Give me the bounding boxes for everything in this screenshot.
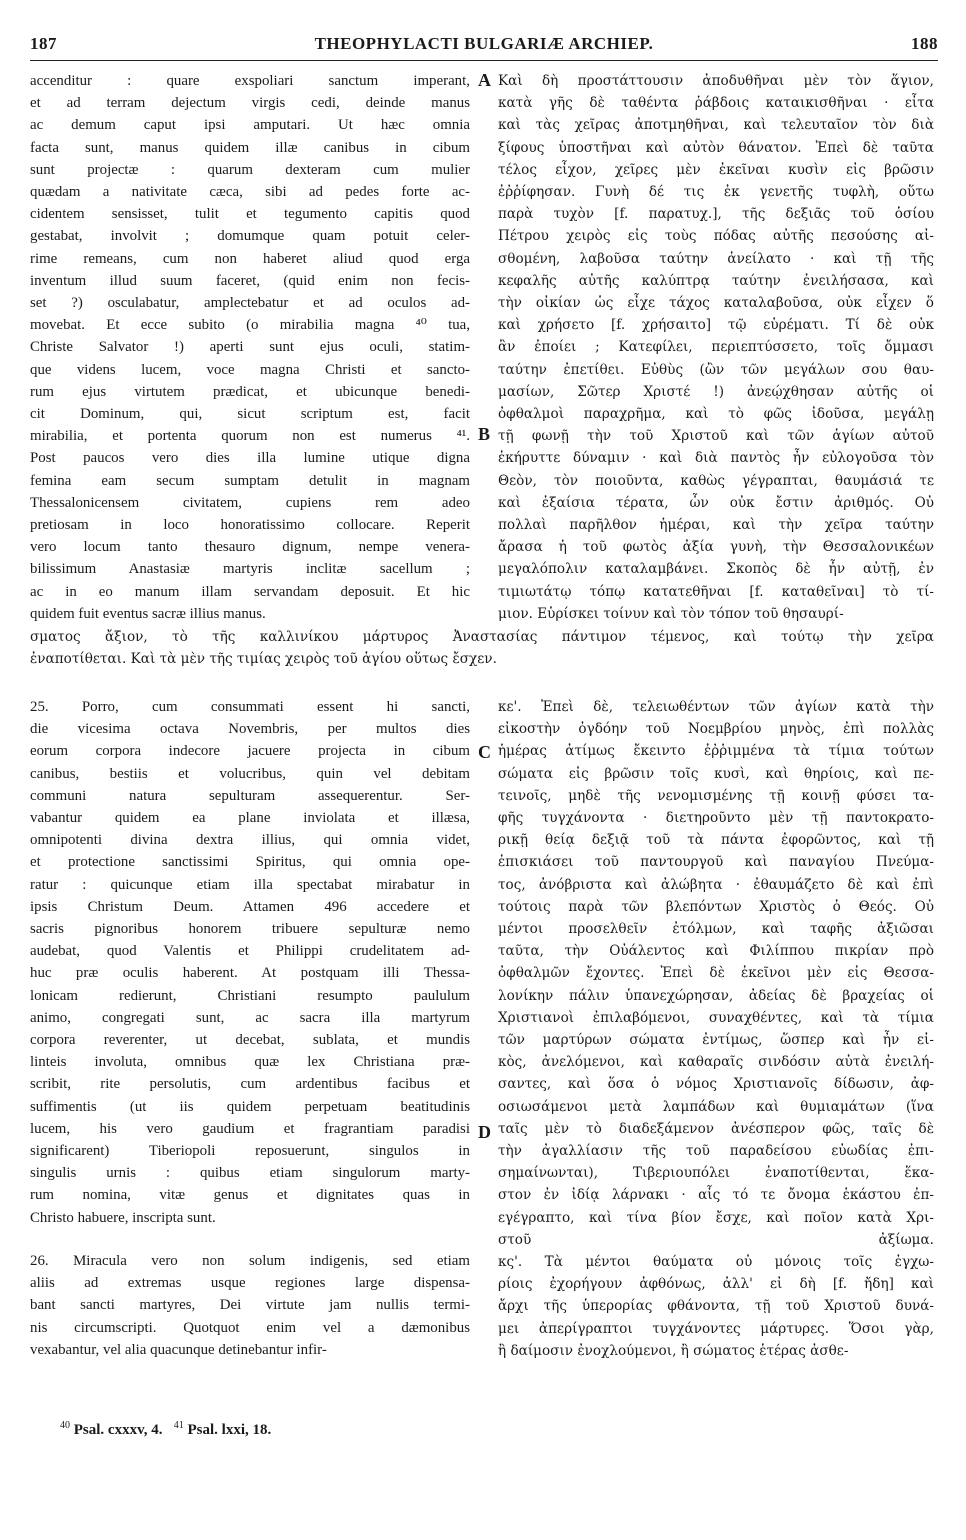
latin-text-line: accenditur : quare exspoliari sanctum imperant,	[30, 73, 470, 89]
greek-text-line: μεγαλόπολιν καταλαμβάνει. Σκοπὸς δὲ ἦν αὐτῇ, ἐν	[498, 561, 934, 578]
greek-column-bottom	[498, 696, 934, 1362]
running-header	[30, 34, 938, 58]
header-rule	[30, 60, 938, 61]
greek-text-line: λονίκην πάλιν ὑπανεχώρησαν, ἀδείας δὲ βραχείας οἱ	[498, 987, 934, 1004]
latin-text-line: set ?) osculabatur, amplectebatur et ad oculos ad-	[30, 295, 470, 312]
greek-text-line: ταῖς μὲν τὸ διαδεξάμενον ἀνέσπερον φῶς, ταῖς δὲ	[498, 1120, 934, 1137]
latin-text-line: ipsis Christum Deum. Attamen 496 accedere et	[30, 898, 470, 915]
greek-text-line: μει ἀπερίγραπτοι τυγχάνοντες μάρτυρες. Ὅσοι γὰρ,	[498, 1320, 934, 1337]
latin-text-line: rime remeans, cum non haberet aliud quod erga	[30, 250, 470, 267]
greek-text-line: μασίων, Σῶτερ Χριστέ !) ἀνεῴχθησαν αὐτῆς οἱ	[498, 383, 934, 400]
latin-column-section-25	[30, 696, 470, 1229]
greek-text-line: εἰκοστὴν ὀγδόην τοῦ Νοεμβρίου μηνὸς, ἐπὶ πολλὰς	[498, 721, 934, 738]
greek-text-line: τῶν μαρτύρων σώματα ἐντίμως, ὥσπερ καὶ ἦν εἰ-	[498, 1032, 934, 1049]
greek-text-line: τιμιωτάτῳ τόπῳ κατατεθῆναι [f. καταθεῖναι] τὸ τί-	[498, 583, 934, 600]
latin-text-line: movebat. Et ecce subito (o mirabilia magna ⁴⁰ tua,	[30, 317, 470, 334]
latin-text-line: cit Dominum, qui, sicut scriptum est, facit	[30, 406, 470, 423]
latin-text-line: ac in eo manum illam servandam deposuit. Et hic	[30, 583, 470, 600]
page-number-right: 188	[911, 34, 938, 53]
greek-text-line: ἐῤῥίφησαν. Γυνὴ δέ τις ἐκ γενετῆς τυφλὴ, οὕτω	[498, 184, 934, 201]
greek-text-line: ταῦτα, τὴν Οὐάλεντος καὶ Φιλίππου πικρίαν πρὸ	[498, 943, 934, 960]
latin-text-line: singulis urnis : quibus etiam singulorum marty-	[30, 1165, 470, 1182]
latin-column-top	[30, 70, 470, 625]
latin-text-line: femina eam secum sumptam detulit in magnam	[30, 472, 470, 489]
greek-text-line: τὴν οἰκίαν ὡς εἶχε τάχος καταλαβοῦσα, οὐκ εἶχεν ὅ	[498, 295, 934, 312]
greek-text-line: κεφαλῆς αὐτῆς καλύπτρᾳ ταύτην ἐνειλήσασα, καὶ	[498, 272, 934, 289]
greek-text-line: τέλος εἶχον, χεῖρες μὲν ἐκεῖναι κυσὶν εἰς βρῶσιν	[498, 161, 934, 178]
greek-text-line: ἄρχι τῆς ὑπερορίας φθάνοντα, τῇ τοῦ Χριστοῦ δυνά-	[498, 1298, 934, 1315]
greek-text-line: σθομένη, λαβοῦσα ταύτην ἀνείλατο · καὶ τῇ τῆς	[498, 250, 934, 267]
latin-text-line: bilissimum Anastasiæ martyris inclitæ sacellum ;	[30, 561, 470, 578]
section-marker-a: A	[478, 70, 491, 90]
greek-text-line: ἐπισκιάσει τοῦ παντουργοῦ καὶ παναγίου Πνεύμα-	[498, 854, 934, 871]
latin-text-line: quædam a nativitate cæca, sibi ad pedes forte ac-	[30, 184, 470, 201]
latin-text-line: die vicesima octava Novembris, per multos dies	[30, 721, 470, 738]
latin-text-line: huc præ oculis haberent. At postquam illi Thessa-	[30, 965, 470, 982]
greek-text-line: κε'. Ἐπεὶ δὲ, τελειωθέντων τῶν ἁγίων κατὰ τὴν	[498, 699, 934, 715]
greek-text-line: ὀφθαλμῶν ἔχοντες. Ἐπεὶ δὲ ἐκεῖνοι μὲν εἰς Θεσσα-	[498, 965, 934, 982]
latin-text-line: gestabat, involvit ; domumque quam potuit celer-	[30, 228, 470, 245]
greek-text-line: τῇ φωνῇ τὴν τοῦ Χριστοῦ καὶ τῶν ἁγίων αὐτοῦ	[498, 428, 934, 445]
latin-text-line: sunt projectæ : quarum dexteram cum mulier	[30, 161, 470, 178]
latin-text-line: Thessalonicensem civitatem, cupiens rem adeo	[30, 494, 470, 511]
greek-text-line: ταύτην ἐπετίθει. Εὐθὺς (ὢν τῶν μεγάλων σου θαυ-	[498, 361, 934, 378]
latin-text-line: ac demum caput ipsi amputari. Ut hæc omnia	[30, 117, 470, 134]
greek-text-line: Καὶ δὴ προστάττουσιν ἀποδυθῆναι μὲν τὸν ἅγιον,	[498, 73, 934, 89]
latin-text-line: lonicam redierunt, Christiani resumpto paululum	[30, 987, 470, 1004]
latin-text-line: eorum corpora indecore jacuere projecta in cibum	[30, 743, 470, 760]
latin-text-line: sacris pignoribus honorem tribuere sepulturæ nemo	[30, 921, 470, 938]
greek-full-width-lines	[30, 626, 934, 670]
latin-text-line: inventum illud suum faceret, (quid enim non fecis-	[30, 272, 470, 289]
greek-text-line: ἡμέρας ἀτίμως ἔκειντο ἐῤῥιμμένα τὰ τίμια τούτων	[498, 743, 934, 760]
latin-text-line: canibus, bestiis et volucribus, quin vel debitam	[30, 765, 470, 782]
latin-text-line: corpora reverenter, ut decebat, sublata, et mundis	[30, 1032, 470, 1049]
footnote-41: Psal. lxxi, 18.	[187, 1422, 272, 1438]
latin-text-line: rum ejus virtutem prædicat, et ubicunque benedi-	[30, 383, 470, 400]
latin-text-line: significarent) Tiberiopoli reposuerunt, singulos in	[30, 1143, 470, 1160]
latin-text-line: pretiosam in loco honoratissimo collocare. Reperit	[30, 517, 470, 534]
latin-text-line: animo, congregati sunt, ac sacra illa martyrum	[30, 1009, 470, 1026]
latin-text-line: que videns lucem, voce magna Christi et sancto-	[30, 361, 470, 378]
greek-text-line: φῆς τυγχάνοντα · διετηροῦντο μὲν τῇ παντοκρατο-	[498, 810, 934, 827]
greek-text-line: ἄρασα ἡ τοῦ φωτὸς ἀξία γυνὴ, τὴν Θεσσαλονικέων	[498, 539, 934, 556]
greek-text-line: σαντες, καὶ ὅσα ὁ νόμος Χριστιανοῖς δίδωσιν, ἀφ-	[498, 1076, 934, 1093]
footnotes	[60, 1420, 271, 1439]
greek-text-line: ἐκήρυττε δύναμιν · καὶ διὰ παντὸς ἦν εὐλογοῦσα τὸν	[498, 450, 934, 467]
running-title: THEOPHYLACTI BULGARIÆ ARCHIEP.	[314, 34, 654, 53]
latin-text-line: communi natura sepulturam assequerentur. Ser-	[30, 787, 470, 804]
latin-text-line: Christe Salvator !) aperti sunt ejus oculi, statim-	[30, 339, 470, 356]
greek-text-line: σώματα εἰς βρῶσιν τοῖς κυσὶ, καὶ θηρίοις, καὶ πε-	[498, 765, 934, 782]
greek-text-line: ἢ δαίμοσιν ἐνοχλούμενοι, ἢ σώματος ἑτέρας ἀσθε-	[498, 1342, 849, 1359]
greek-text-line: τούτοις παρὰ τῶν βλεπόντων Χριστὸς ὁ Θεός. Οὐ	[498, 898, 934, 915]
greek-text-line: ξίφους ὑποστῆναι καὶ αὐτὸν θάνατον. Ἐπεὶ δὲ ταῦτα	[498, 139, 934, 156]
latin-text-line: suffimentis (ut iis quidem perpetuam beatitudinis	[30, 1098, 470, 1115]
greek-text-line: κὸς, ἀνελόμενοι, καὶ καθαραῖς σινδόσιν αὐτὰ ἐνειλή-	[498, 1054, 934, 1071]
greek-text-line: καὶ χρήσετο [f. χρήσαιτο] τῷ εὑρέματι. Τί δὲ οὐκ	[498, 317, 934, 334]
greek-text-line: ἂν ἐποίει ; Κατεφίλει, περιεπτύσσετο, τοῖς ὄμμασι	[498, 339, 934, 356]
latin-text-line: 25. Porro, cum consummati essent hi sancti,	[30, 699, 470, 715]
latin-text-line: rum nomina, vitæ genus et dignitates quas in	[30, 1187, 470, 1204]
latin-text-line: nis circumscripti. Quotquot enim vel a dæmonibus	[30, 1319, 470, 1336]
greek-text-line: ὀφθαλμοὶ παραχρῆμα, καὶ τὸ φῶς ἰδοῦσα, μεγάλῃ	[498, 406, 934, 423]
latin-text-line: et protectione sanctissimi Spiritus, qui omnia ope-	[30, 854, 470, 871]
latin-text-line: audebat, quod Valentis et Philippi crudelitatem ad-	[30, 943, 470, 960]
latin-text-line: bant sancti martyres, Dei virtute jam nullis termi-	[30, 1297, 470, 1314]
greek-text-line: ἐναποτίθεται. Καὶ τὰ μὲν τῆς τιμίας χειρὸς τοῦ ἁγίου οὕτως ἔσχεν.	[30, 651, 497, 667]
latin-text-line: vexabantur, vel alia quacunque detinebantur infir-	[30, 1341, 327, 1358]
greek-text-line: εγέγραπτο, καὶ τίνα βίον ἔσχε, καὶ ποῖον κατὰ Χρι-	[498, 1209, 934, 1226]
section-marker-b: B	[478, 424, 491, 444]
greek-text-line: σημαίνωνται), Τιβεριουπόλει ἐναποτίθενται, ἕκα-	[498, 1165, 934, 1182]
greek-text-line: παρὰ τυχὸν [f. παρατυχ.], τῆς δεξιᾶς τοῦ ὁσίου	[498, 206, 934, 223]
latin-text-line: vabantur quidem ea plane inviolata et illæsa,	[30, 810, 470, 827]
greek-text-line: τὴν ἀγαλλίασιν τῆς τοῦ παραδείσου εὐωδίας ἐπι-	[498, 1143, 934, 1160]
greek-text-line: στοῦ ἀξίωμα.	[498, 1231, 934, 1248]
latin-text-line: cidentem sensisset, tulit et tegumento capitis quod	[30, 206, 470, 223]
greek-text-line: Χριστιανοὶ ἐπιλαβόμενοι, συναχθέντες, καὶ τὰ τίμια	[498, 1009, 934, 1026]
latin-text-line: mirabilia, et portenta quorum non est numerus ⁴¹.	[30, 428, 470, 445]
latin-text-line: facta sunt, manus quidem illæ canibus in cibum	[30, 139, 470, 156]
section-marker-d: D	[478, 1122, 491, 1142]
latin-text-line: Christo habuere, inscripta sunt.	[30, 1209, 216, 1226]
latin-text-line: Post paucos vero dies illa lumine utique digna	[30, 450, 470, 467]
latin-text-line: ratur : quicunque etiam illa spectabat mirabatur in	[30, 876, 470, 893]
greek-text-line: καὶ τὰς χεῖρας ἀποτμηθῆναι, καὶ τελευταῖον τὸν διὰ	[498, 117, 934, 134]
greek-column-top	[498, 70, 934, 625]
greek-text-line: μέντοι προσελθεῖν ἐτόλμων, καὶ ταφῆς ἀξιῶσαι	[498, 921, 934, 938]
latin-text-line: quidem fuit eventus sacræ illius manus.	[30, 605, 266, 622]
latin-column-section-26	[30, 1250, 470, 1361]
latin-text-line: omnipotenti divina dextra illius, qui omnia videt,	[30, 832, 470, 849]
greek-text-line: σματος ἄξιον, τὸ τῆς καλλινίκου μάρτυρος Ἀναστασίας πάντιμον τέμενος, καὶ τούτῳ τὴν χεῖρα	[30, 629, 934, 645]
latin-text-line: scribit, rite persolutis, cum ardentibus facibus et	[30, 1076, 470, 1093]
greek-text-line: κατὰ γῆς δὲ ταθέντα ῥάβδοις καταικισθῆναι · εἶτα	[498, 95, 934, 112]
greek-text-line: τος, ἀνόβριστα καὶ ἀλώβητα · ἐθαυμάζετο δὲ καὶ ἐπὶ	[498, 876, 934, 893]
latin-text-line: aliis ad extremas usque regiones large dispensa-	[30, 1275, 470, 1292]
greek-text-line: τεινοῖς, μηδὲ τῆς νενομισμένης τῇ κοινῇ φύσει τα-	[498, 787, 934, 804]
greek-text-line: ρίοις ἐχορήγουν ἀφθόνως, ἀλλ' εἰ δὴ [f. ἤδη] καὶ	[498, 1276, 934, 1293]
greek-text-line: πολλαὶ παρῆλθον ἡμέραι, καὶ τὴν χεῖρα ταύτην	[498, 517, 934, 534]
footnote-40-number: 40	[60, 1420, 70, 1431]
greek-text-line: κς'. Τὰ μέντοι θαύματα οὐ μόνοις τοῖς ἐγχω-	[498, 1254, 934, 1271]
latin-text-line: et ad terram dejectum virgis cedi, deinde manus	[30, 95, 470, 112]
greek-text-line: στον ἐν ἰδίᾳ λάρνακι · αἷς τό τε ὄνομα ἑκάστου ἐπ-	[498, 1187, 934, 1204]
footnote-41-number: 41	[173, 1420, 184, 1431]
greek-text-line: καὶ ἐξαίσια τέρατα, ὧν οὐκ ἔστιν ἀριθμός. Οὐ	[498, 494, 934, 511]
latin-text-line: lucem, his vero gaudium et fragrantiam paradisi	[30, 1120, 470, 1137]
latin-text-line: vero locum tanto thesauro dignum, nempe venera-	[30, 539, 470, 556]
greek-text-line: Θεὸν, τὸν ποιοῦντα, καθὼς γέγραπται, θαυμάσιά τε	[498, 472, 934, 489]
footnote-40: Psal. cxxxv, 4.	[73, 1422, 163, 1438]
greek-text-line: οσιωσάμενοι μετὰ λαμπάδων καὶ θυμιαμάτων (ἵνα	[498, 1098, 934, 1115]
latin-text-line: 26. Miracula vero non solum indigenis, sed etiam	[30, 1253, 470, 1269]
section-marker-c: C	[478, 742, 491, 762]
greek-text-line: Πέτρου χειρὸς εἰς τοὺς πόδας αὐτῆς πεσούσης αἰ-	[498, 228, 934, 245]
greek-text-line: ρικῇ θείᾳ δεξιᾷ τοῦ τὰ πάντα ἐφορῶντος, καὶ τῇ	[498, 832, 934, 849]
latin-text-line: linteis involuta, omnibus quæ lex Christiana præ-	[30, 1054, 470, 1071]
page-number-left: 187	[30, 34, 57, 53]
greek-text-line: μιον. Εὑρίσκει τοίνυν καὶ τὸν τόπον τοῦ θησαυρί-	[498, 605, 844, 622]
